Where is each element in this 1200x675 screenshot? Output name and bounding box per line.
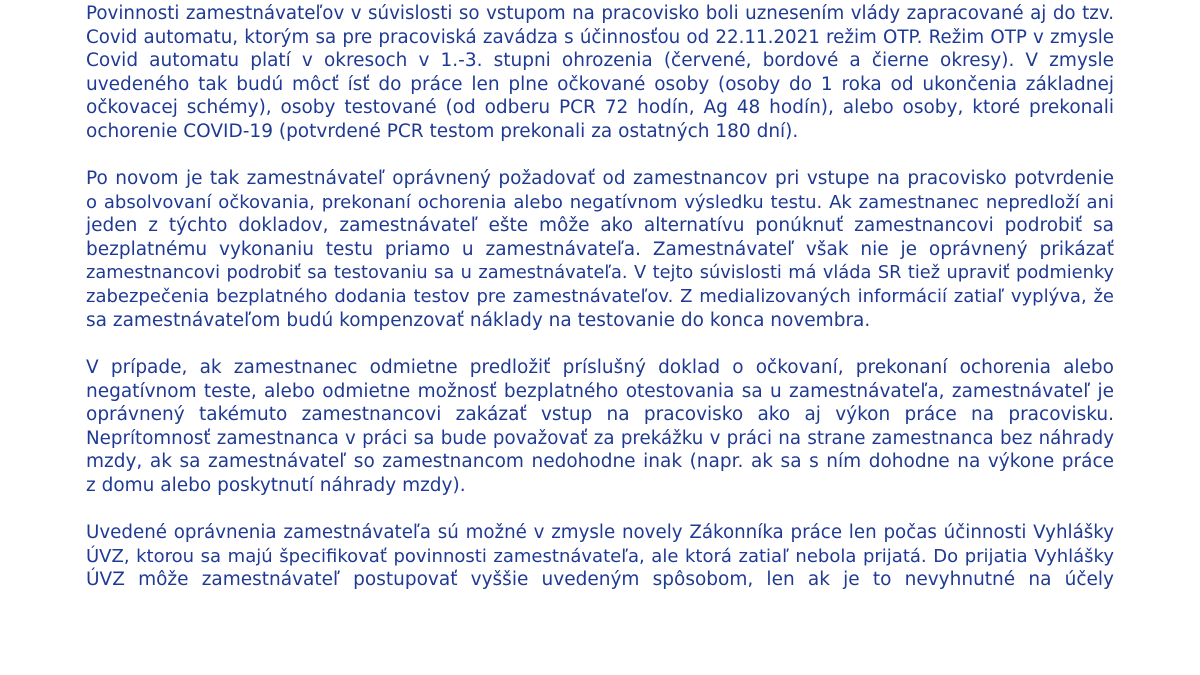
text-line: uvedeného tak budú môcť ísť do práce len plne očkované osoby (osoby do 1 roka od ukončenia základnej <box>86 73 1114 95</box>
text-line: ÚVZ, ktorou sa majú špecifikovať povinnosti zamestnávateľa, ale ktorá zatiaľ nebola prijatá. Do prijatia Vyhlášky <box>86 545 1114 567</box>
document-page <box>86 2 1114 615</box>
text-line: zabezpečenia bezplatného dodania testov pre zamestnávateľov. Z medializovaných informácií zatiaľ vyplýva, že <box>86 286 1114 308</box>
paragraph-2 <box>86 167 1114 332</box>
paragraph-1 <box>86 2 1114 144</box>
text-line: Covid automatu platí v okresoch v 1.-3. stupni ohrozenia (červené, bordové a čierne okresy). V zmysle <box>86 50 1114 72</box>
text-line: V prípade, ak zamestnanec odmietne predložiť príslušný doklad o očkovaní, prekonaní ochorenia alebo <box>86 356 1114 378</box>
text-line: Po novom je tak zamestnávateľ oprávnený požadovať od zamestnancov pri vstupe na pracovisko potvrdenie <box>86 168 1114 190</box>
text-line: očkovacej schémy), osoby testované (od odberu PCR 72 hodín, Ag 48 hodín), alebo osoby, ktoré prekonali <box>86 97 1114 119</box>
text-line: ÚVZ môže zamestnávateľ postupovať vyššie uvedeným spôsobom, len ak je to nevyhnutné na účely <box>86 569 1114 591</box>
text-line: oprávnený takémuto zamestnancovi zakázať vstup na pracovisko ako aj výkon práce na pracovisku. <box>86 404 1114 426</box>
text-line: ochorenie COVID-19 (potvrdené PCR testom prekonali za ostatných 180 dní). <box>86 120 799 142</box>
text-line: Povinnosti zamestnávateľov v súvislosti so vstupom na pracovisko boli uznesením vlády zapracované aj do tzv. <box>86 3 1114 24</box>
text-line: Covid automatu, ktorým sa pre pracoviská zavádza s účinnosťou od 22.11.2021 režim OTP. Režim OTP v zmysle <box>86 26 1114 48</box>
text-line: Uvedené oprávnenia zamestnávateľa sú možné v zmysle novely Zákonníka práce len počas účinnosti Vyhlášky <box>86 522 1114 544</box>
text-line: Neprítomnosť zamestnanca v práci sa bude považovať za prekážku v práci na strane zamestnanca bez náhrady <box>86 427 1114 449</box>
text-line: negatívnom teste, alebo odmietne možnosť bezplatného otestovania sa u zamestnávateľa, zamestnávateľ je <box>86 380 1114 402</box>
text-line: z domu alebo poskytnutí náhrady mzdy). <box>86 474 466 496</box>
text-line: jeden z týchto dokladov, zamestnávateľ ešte môže ako alternatívu ponúknuť zamestnancovi podrobiť sa <box>86 215 1114 237</box>
text-line: sa zamestnávateľom budú kompenzovať náklady na testovanie do konca novembra. <box>86 309 871 331</box>
text-line: o absolvovaní očkovania, prekonaní ochorenia alebo negatívnom výsledku testu. Ak zamestnanec nepredloží ani <box>86 191 1114 213</box>
text-line: bezplatnému vykonaniu testu priamo u zamestnávateľa. Zamestnávateľ však nie je oprávnený prikázať <box>86 238 1114 260</box>
text-line: zamestnancovi podrobiť sa testovaniu sa u zamestnávateľa. V tejto súvislosti má vláda SR tiež upraviť podmienky <box>86 262 1114 283</box>
text-line: mzdy, ak sa zamestnávateľ so zamestnancom nedohodne inak (napr. ak sa s ním dohodne na výkone práce <box>86 451 1114 473</box>
paragraph-3 <box>86 356 1114 498</box>
paragraph-4 <box>86 521 1114 592</box>
